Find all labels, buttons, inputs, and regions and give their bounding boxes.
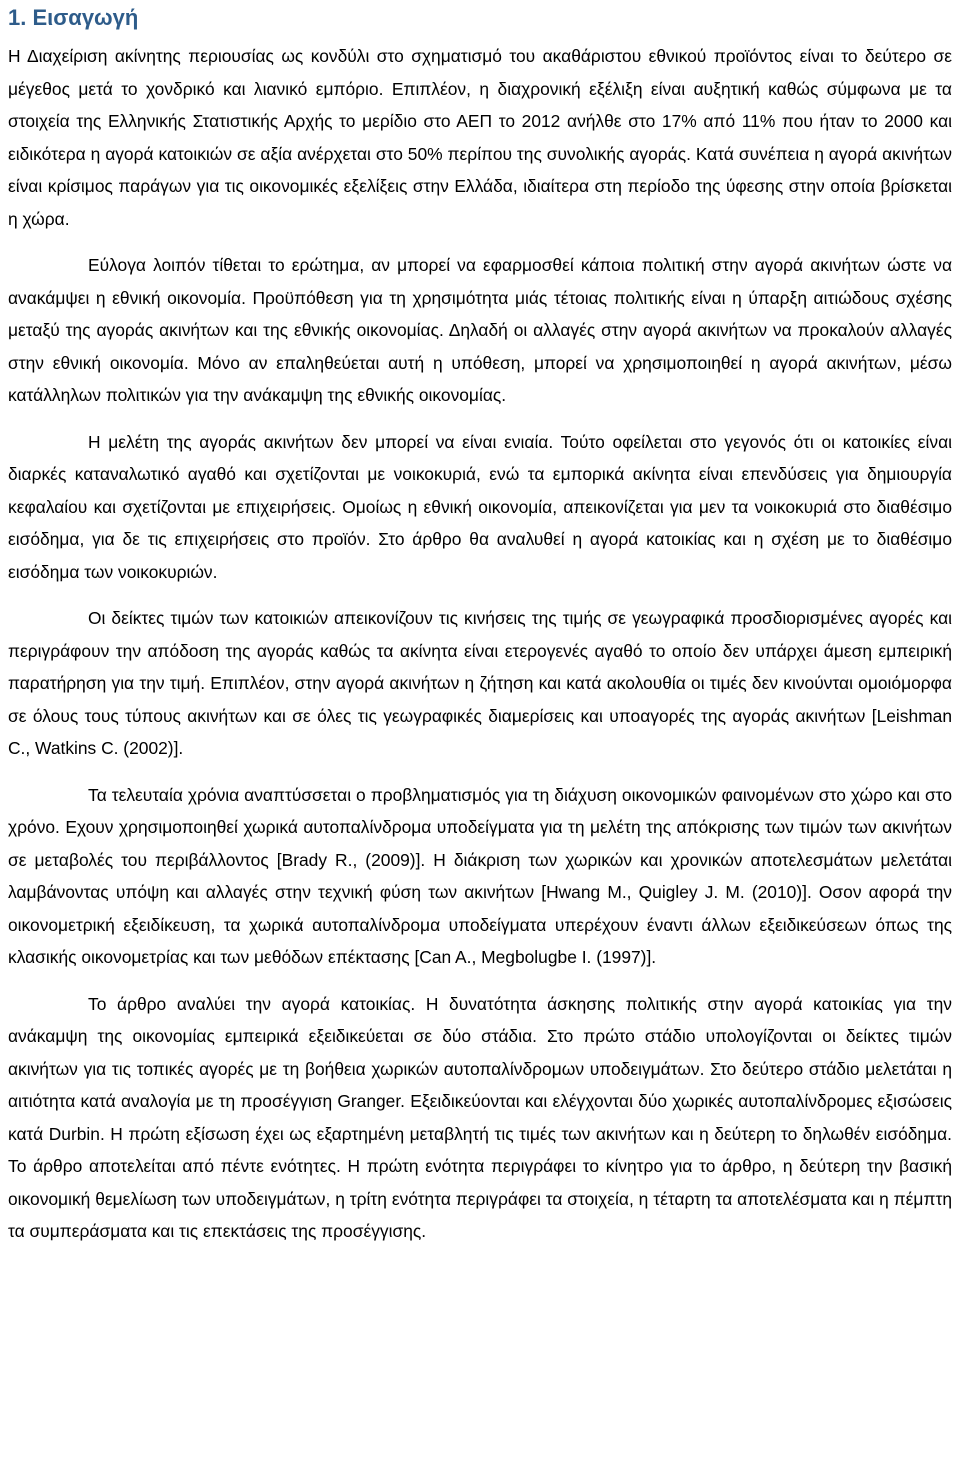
paragraph-market-segmentation: Η μελέτη της αγοράς ακινήτων δεν μπορεί να είναι ενιαία. Τούτο οφείλεται στο γεγονός ότι οι κατοικίες είναι διαρκές καταναλωτικό αγαθό και σχετίζονται με νοικοκυριά, ενώ τα εμπορικά ακίνητα είναι επενδύσεις για δημιουργία κεφαλαίου και σχετίζονται με επιχειρήσεις. Ομοίως η εθνική οικονομία, απεικονίζεται για μεν τα νοικοκυριά στο διαθέσιμο εισόδημα, για δε τις επιχειρήσεις στο προϊόν. Στο άρθρο θα αναλυθεί η αγορά κατοικίας και η σχέση με το διαθέσιμο εισόδημα των νοικοκυριών. [8, 431, 952, 582]
paragraph-price-indices: Οι δείκτες τιμών των κατοικιών απεικονίζουν τις κινήσεις της τιμής σε γεωγραφικά προσδιορισμένες αγορές και περιγράφουν την απόδοση της αγοράς καθώς τα ακίνητα είναι ετερογενές αγαθό το οποίο δεν υπάρχει άμεση εμπειρική παρατήρηση για την τιμή. Επιπλέον, στην αγορά ακινήτων η ζήτηση και κατά ακολουθία οι τιμές δεν κινούνται ομοιόμορφα σε όλους τους τύπους ακινήτων και σε όλες τις γεωγραφικές διαμερίσεις και υποαγορές της αγοράς ακινήτων [Leishman C., Watkins C. (2002)]. [8, 608, 952, 758]
paragraph-intro: Η Διαχείριση ακίνητης περιουσίας ως κονδύλι στο σχηματισμό του ακαθάριστου εθνικού προϊόντος είναι το δεύτερο σε μέγεθος μετά το χονδρικό και λιανικό εμπόριο. Επιπλέον, η διαχρονική εξέλιξη είναι αυξητική καθώς σύμφωνα με τα στοιχεία της Ελληνικής Στατιστικής Αρχής το μερίδιο στο ΑΕΠ το 2012 ανήλθε στο 17% από 11% που ήταν το 2000 και ειδικότερα η αγορά κατοικιών σε αξία ανέρχεται στο 50% περίπου της συνολικής αγοράς. Κατά συνέπεια η αγορά ακινήτων είναι κρίσιμος παράγων για τις οικονομικές εξελίξεις στην Ελλάδα, ιδιαίτερα στη περίοδο της ύφεσης στην οποία βρίσκεται η χώρα. [8, 46, 952, 229]
section-title: 1. Εισαγωγή [8, 5, 139, 30]
paragraph-policy-question: Εύλογα λοιπόν τίθεται το ερώτημα, αν μπορεί να εφαρμοσθεί κάποια πολιτική στην αγορά ακινήτων ώστε να ανακάμψει η εθνική οικονομία. Προϋπόθεση για τη χρησιμότητα μιάς τέτοιας πολιτικής είναι η ύπαρξη αιτιώδους σχέσης μεταξύ της αγοράς ακινήτων και της εθνικής οικονομίας. Δηλαδή οι αλλαγές στην αγορά ακινήτων να προκαλούν αλλαγές στην εθνική οικονομία. Μόνο αν επαληθεύεται αυτή η υπόθεση, μπορεί να χρησιμοποιηθεί η αγορά ακινήτων, μέσω κατάλληλων πολιτικών για την ανάκαμψη της εθνικής οικονομίας. [8, 255, 952, 405]
paragraph-spatial-models: Τα τελευταία χρόνια αναπτύσσεται ο προβληματισμός για τη διάχυση οικονομικών φαινομένων στο χώρο και στο χρόνο. Εχουν χρησιμοποιηθεί χωρικά αυτοπαλίνδρομα υποδείγματα για τη μελέτη της απόκρισης των τιμών των ακινήτων σε μεταβολές του περιβάλλοντος [Brady R., (2009)]. Η διάκριση των χωρικών και χρονικών αποτελεσμάτων μελετάται λαμβάνοντας υπόψη και αλλαγές στην τεχνική φύση των ακινήτων [Hwang M., Quigley J. M. (2010)]. Οσον αφορά την οικονομετρική εξειδίκευση, τα χωρικά αυτοπαλίνδρομα υποδείγματα υπερέχουν έναντι άλλων εξειδικεύσεων όπως της κλασικής οικονομετρίας και των μεθόδων επέκτασης [Can A., Megbolugbe I. (1997)]. [8, 784, 952, 967]
paragraph-article-outline: Το άρθρο αναλύει την αγορά κατοικίας. Η δυνατότητα άσκησης πολιτικής στην αγορά κατοικίας για την ανάκαμψη της οικονομίας εμπειρικά εξειδικεύεται σε δύο στάδια. Στο πρώτο στάδιο υπολογίζονται οι δείκτες τιμών ακινήτων για τις τοπικές αγορές με τη βοήθεια χωρικών αυτοπαλίνδρομων υποδειγμάτων. Στο δεύτερο στάδιο μελετάται η αιτιότητα κατά αναλογία με τη προσέγγιση Granger. Εξειδικεύονται και ελέγχονται δύο χωρικές αυτοπαλίνδρομες εξισώσεις κατά Durbin. Η πρώτη εξίσωση έχει ως εξαρτημένη μεταβλητή τις τιμές των ακινήτων και η δεύτερη το δηλωθέν εισόδημα. Το άρθρο αποτελείται από πέντε ενότητες. Η πρώτη ενότητα περιγράφει το κίνητρο για το άρθρο, η δεύτερη την βασική οικονομική θεμελίωση των υποδειγμάτων, η τρίτη ενότητα περιγράφει τα στοιχεία, η τέταρτη τα αποτελέσματα και η πέμπτη τα συμπεράσματα και τις επεκτάσεις της προσέγγισης. [8, 993, 952, 1241]
